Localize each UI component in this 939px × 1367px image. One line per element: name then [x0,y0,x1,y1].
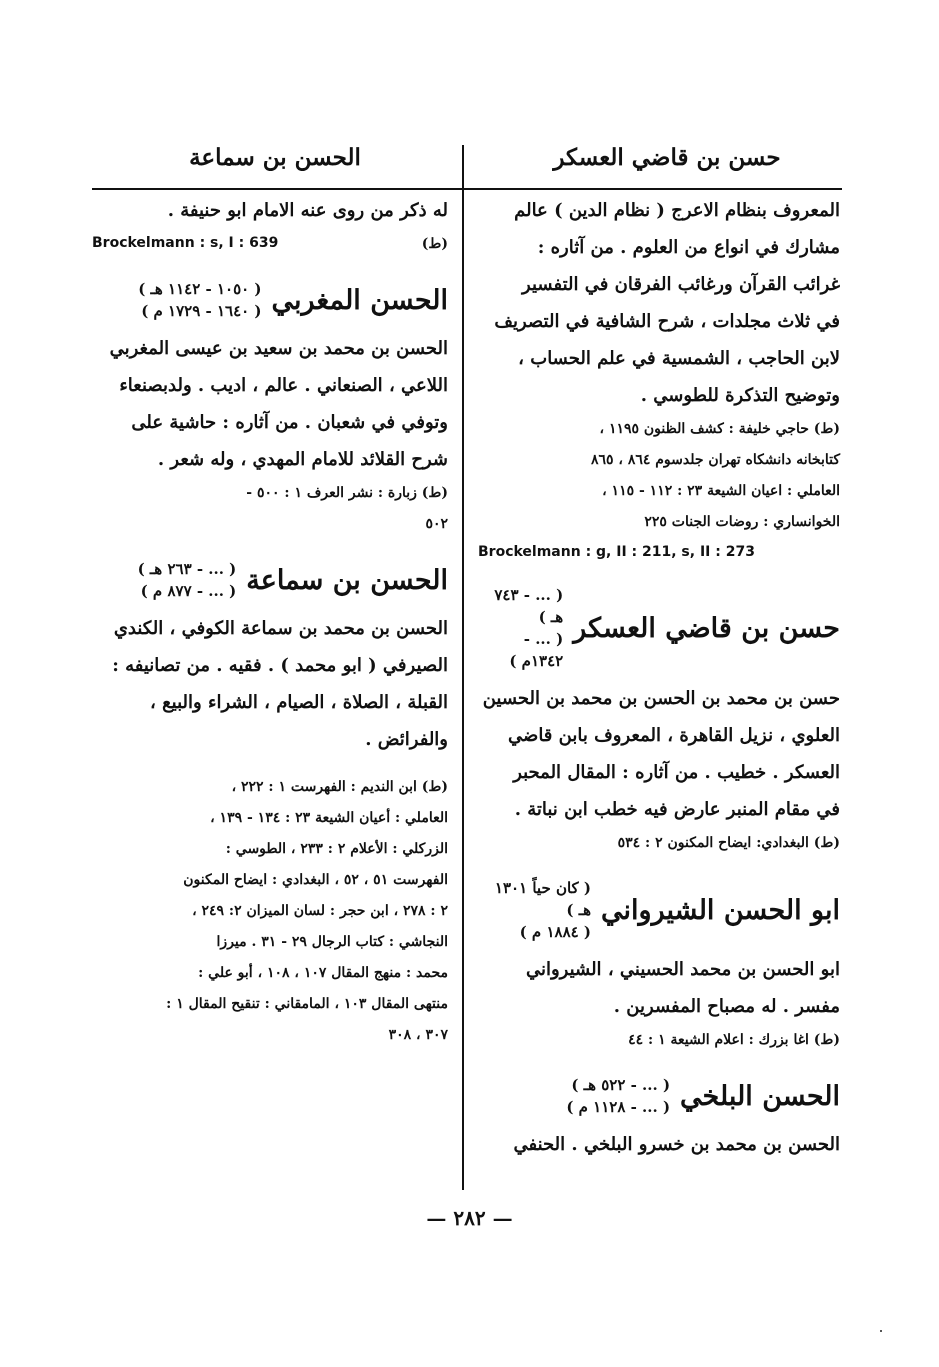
text-line: اللاعي ، الصنعاني . عالم ، اديب . ولدبصنعاء [119,375,448,396]
date-hijri: ( ... - ٢٦٣ هـ ) [137,560,237,578]
date-hijri: ( ... - ٧٤٣ هـ ) [494,586,564,626]
date-hijri: ( ١٠٥٠ - ١١٤٢ هـ ) [138,280,262,298]
text-line: مفسر . له مصباح المفسرين . [613,996,840,1017]
text-line: حسن بن محمد بن الحسن بن محمد بن الحسين [482,688,840,709]
entry-name: الحسن بن سماعة [246,564,448,596]
entry-heading [478,877,840,943]
date-hijri: ( كان حياً ١٣٠١ هـ ) [494,879,592,919]
text-line: شرح القلائد للامام المهدي ، وله شعر . [157,449,448,470]
text-line: له ذكر من روى عنه الامام ابو حنيفة . [167,200,448,221]
reference-line: محمد : منهج المقال ١٠٧ ، ١٠٨ ، أبو علي : [198,965,448,981]
text-line: الصيرفي ( ابو محمد ) . فقيه . من تصانيفه : [112,655,448,676]
header-rule [92,188,842,190]
date-gregorian: ( ... - ١١٢٨ م ) [566,1098,671,1116]
entry-dates [566,1074,670,1118]
text-line: العلوي ، نزيل القاهرة ، المعروف بابن قاضي [508,725,840,746]
entry-name: الحسن المغربي [271,284,448,316]
reference-line: منتهى المقال ١٠٣ ، المامقاني : تنقيح المقال ١ : [166,996,448,1012]
date-hijri: ( ... - ٥٢٢ هـ ) [571,1076,671,1094]
reference-line: (ط) حاجي خليفة : كشف الظنون ١١٩٥ ، [599,421,840,437]
reference-line: ٥٠٢ [425,516,448,532]
entry-name: الحسن البلخي [680,1080,840,1112]
text-line: وتوفي في شعبان . من آثاره : حاشية على [131,412,448,433]
reference-line: (ط) ابن النديم : الفهرست ١ : ٢٢٢ ، [231,779,448,795]
reference-line: الخوانساري : روضات الجنات ٢٢٥ [644,514,840,530]
entry-dates [478,584,563,672]
text-line: غرائب القرآن ورغائب الفرقان في التفسير [522,274,840,295]
text-line: في مقام المنبر عارض فيه خطب ابن نباتة . [514,799,840,820]
text-line: والفرائض . [365,729,448,750]
entry-heading [478,1074,840,1118]
text-line: الحسن بن محمد بن خسرو البلخي . الحنفي [513,1134,840,1155]
date-gregorian: ( ... - ٨٧٧ م ) [140,582,237,600]
page-header [90,138,850,188]
text-line: الحسن بن محمد بن سماعة الكوفي ، الكندي [113,618,448,639]
text-line: الحسن بن محمد بن سعيد بن عيسى المغربي [109,338,448,359]
reference-line: العاملي : اعيان الشيعة ٢٣ : ١١٢ - ١١٥ ، [602,483,840,499]
reference-line: (ط) زبارة : نشر العرف ١ : ٥٠٠ - [246,485,448,501]
entry-heading [92,558,448,602]
text-line: العسكر . خطيب . من آثاره : المقال المحبر [513,762,840,783]
text-line: مشارك في انواع من العلوم . من آثاره : [537,237,840,258]
reference-line: الزركلي : الأعلام ٢ : ٢٣٣ ، الطوسي : [225,841,448,857]
reference-line: الفهرست ٥١ ، ٥٢ ، البغدادي : ايضاح المكنون [183,872,448,888]
date-gregorian: ( ١٨٨٤ م ) [519,923,592,941]
reference-line: ٢ : ٢٧٨ ، ابن حجر : لسان الميزان ٢: ٢٤٩ ، [192,903,448,919]
entry-heading [478,584,840,672]
entry-dates [138,278,261,322]
spacer [92,758,448,772]
reference-line: (ط) اغا بزرك : اعلام الشيعة ١ : ٤٤ [628,1032,840,1048]
left-column [92,192,448,1051]
entry-heading [92,278,448,322]
latin-reference-row [92,229,448,260]
entry-dates [138,558,237,602]
entry-dates [478,877,591,943]
reference-line: النجاشي : كتاب الرجال ٢٩ - ٣١ . ميرزا [216,934,448,950]
header-right-title: حسن بن قاضي العسكر [553,144,781,171]
reference-line: العاملي : أعيان الشيعة ٢٣ : ١٣٤ - ١٣٩ ، [210,810,448,826]
entry-name: حسن بن قاضي العسكر [573,612,840,644]
text-line: القبلة ، الصلاة ، الصيام ، الشراء والبيع ، [150,692,448,713]
right-column [478,192,840,1163]
scan-speck [880,1330,882,1332]
text-line: في ثلاث مجلدات ، شرح الشافية في التصريف [494,311,840,332]
reference-mark: (ط) [421,236,448,252]
reference-line: كتابخانه دانشكاه تهران جلدسوم ٨٦٤ ، ٨٦٥ [590,452,840,468]
text-line: ابو الحسن بن محمد الحسيني ، الشيرواني [525,959,840,980]
text-line: المعروف بنظام الاعرج ( نظام الدين ) عالم [514,200,840,221]
latin-reference: Brockelmann : g, II : 211, s, II : 273 [478,544,755,560]
reference-line: ٣٠٧ ، ٣٠٨ [388,1027,448,1043]
date-gregorian: ( ١٦٤٠ - ١٧٢٩ م ) [141,302,262,320]
latin-reference: Brockelmann : s, I : 639 [92,235,279,251]
page-number: — ٢٨٢ — [426,1206,513,1230]
text-line: لابن الحاجب ، الشمسية في علم الحساب ، [518,348,840,369]
date-gregorian: ( ... - ١٣٤٢م ) [509,630,564,670]
header-left-title: الحسن بن سماعة [189,144,361,171]
text-line: وتوضيح التذكرة للطوسي . [640,385,840,406]
column-divider [462,145,464,1190]
reference-line: (ط) البغدادي: ايضاح المكنون ٢ : ٥٣٤ [617,835,840,851]
entry-name: ابو الحسن الشيرواني [601,894,840,926]
